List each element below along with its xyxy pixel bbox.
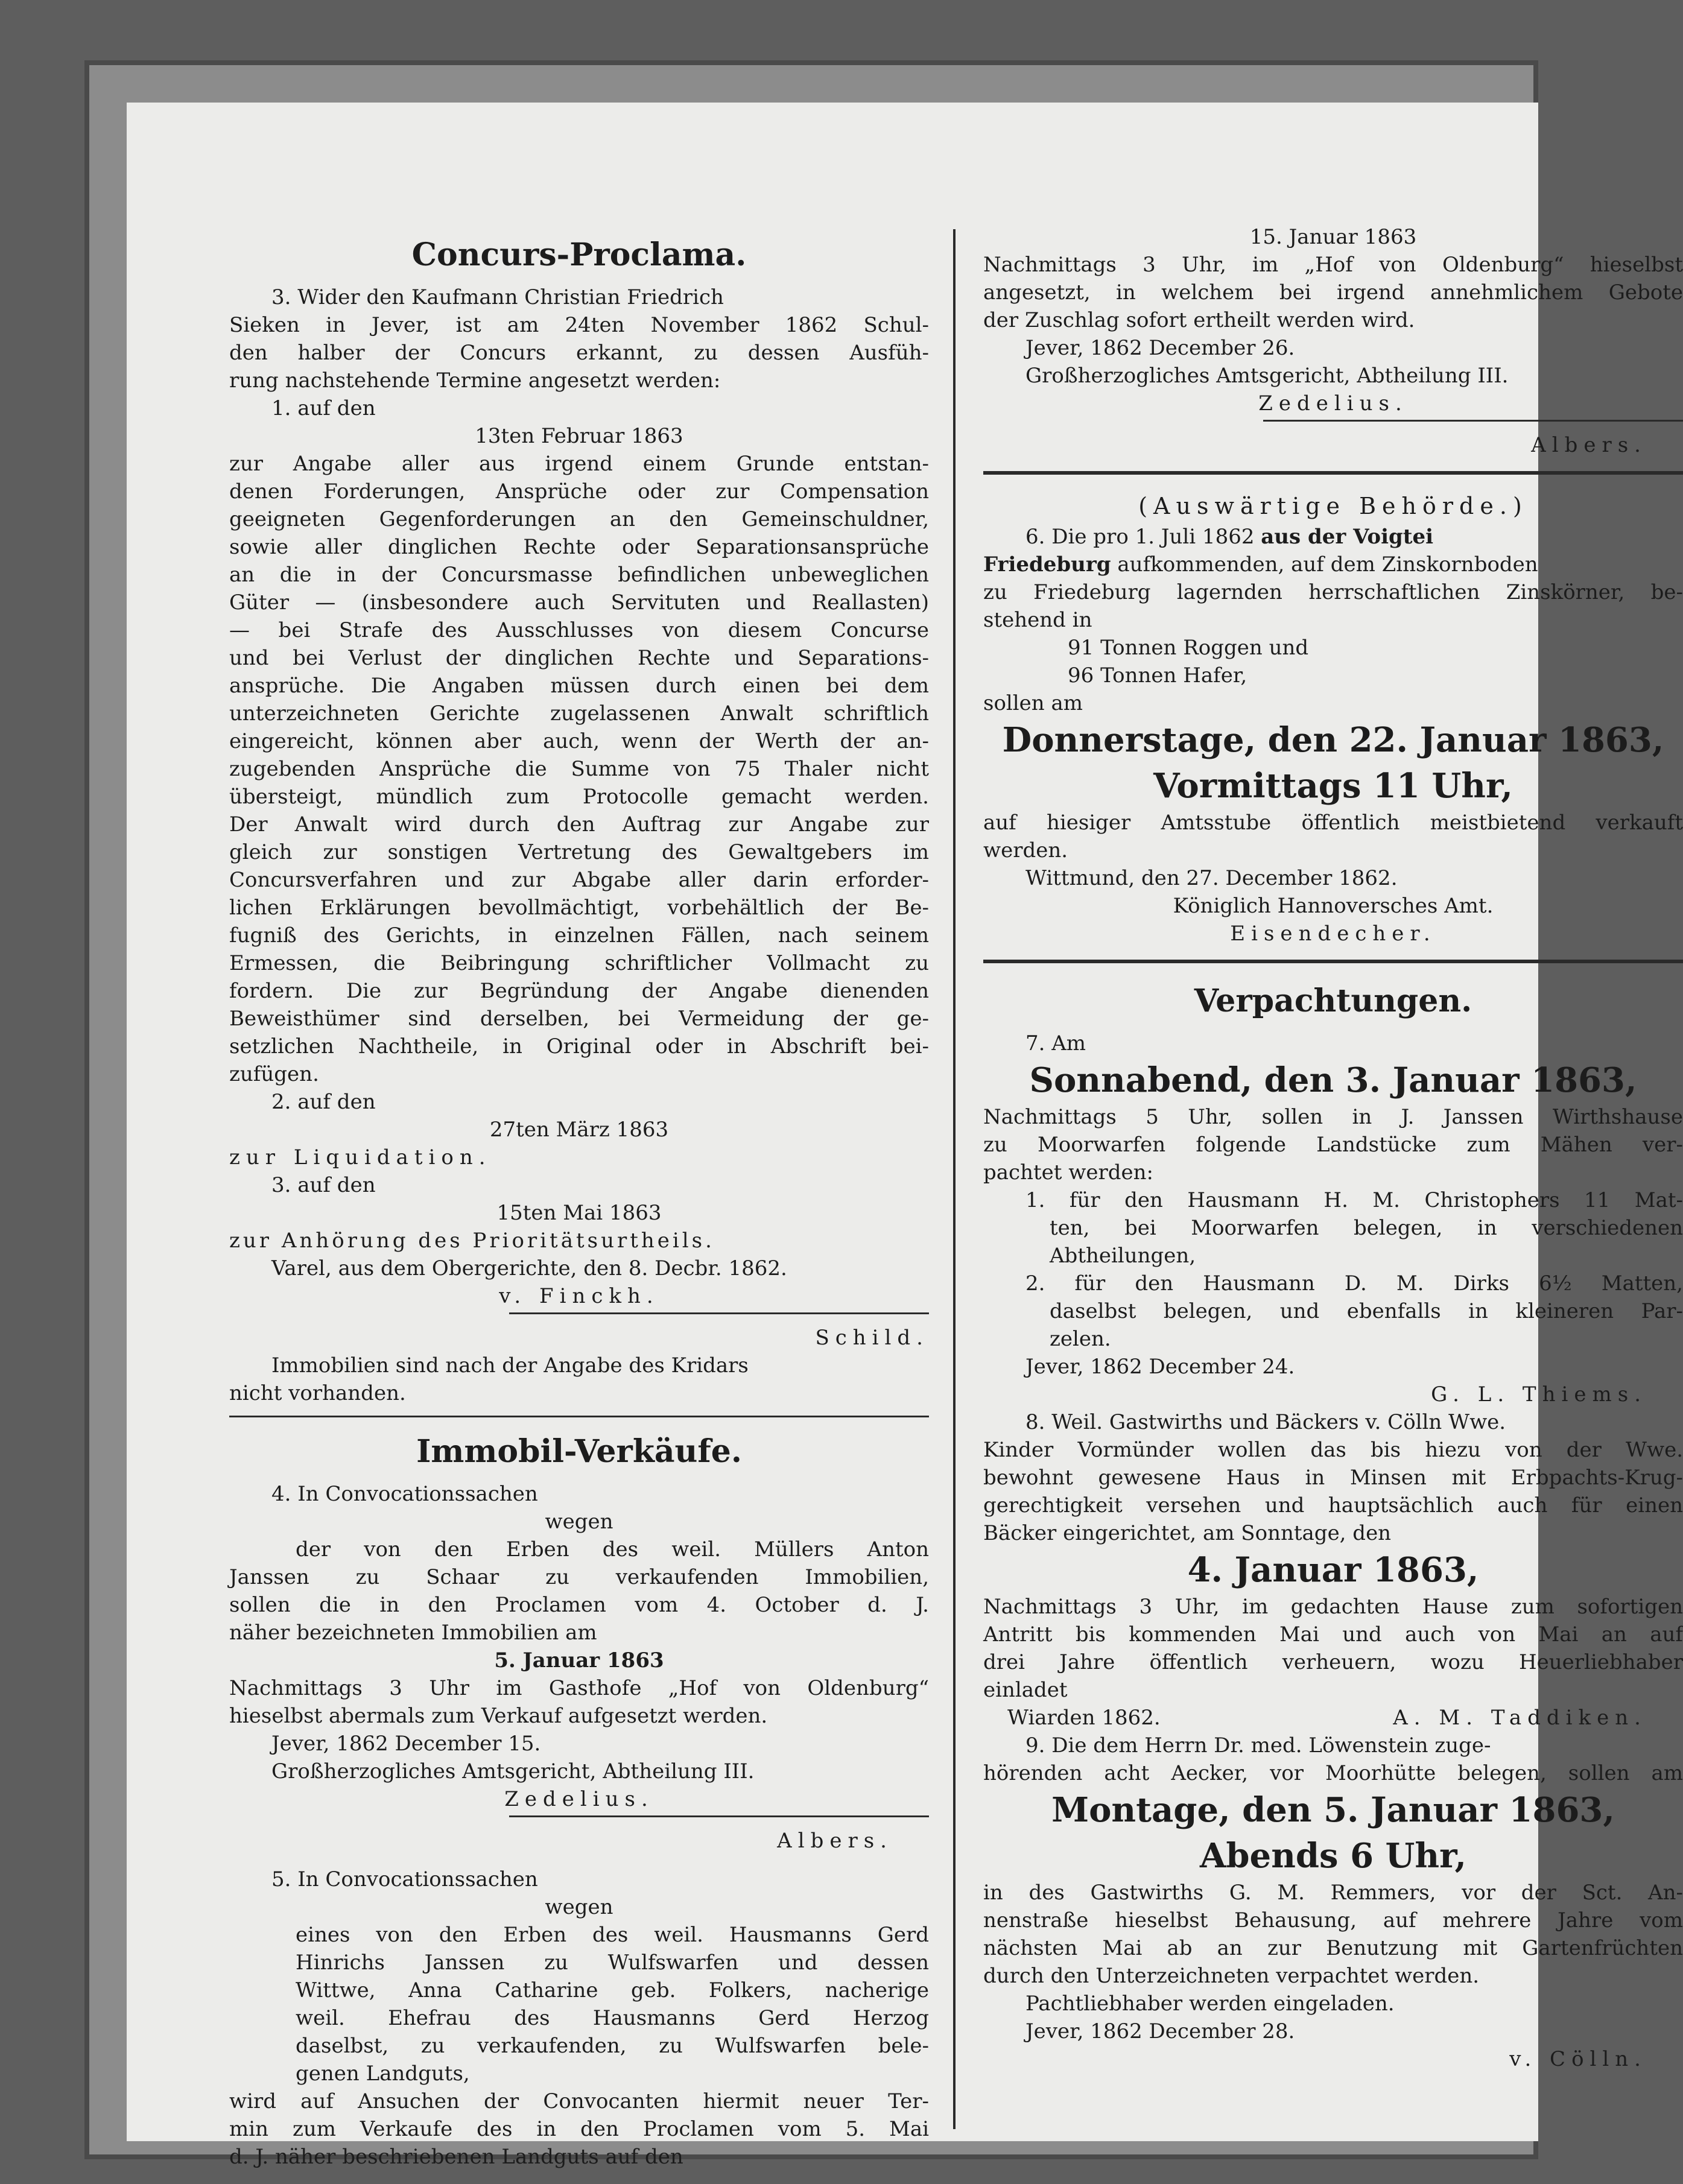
item8-line: bewohnt gewesene Haus in Minsen mit Erbpachts-Krug- (983, 1466, 1683, 1490)
item7-line: pachtet werden: (983, 1160, 1153, 1185)
term-date: 27ten März 1863 (489, 1118, 669, 1142)
concurs-line: den halber der Concurs erkannt, zu dessen Ausfüh- (229, 341, 929, 365)
signature: v. Finckh. (499, 1284, 659, 1308)
item9-tail: durch den Unterzeichneten verpachtet werden. (983, 1964, 1480, 1988)
item8-line: Bäcker eingerichtet, am Sonntage, den (983, 1521, 1392, 1545)
item4-court: Großherzogliches Amtsgericht, Abtheilung III. (271, 1759, 755, 1784)
body-line: Ermessen, die Beibringung schriftlicher Vollmacht zu (229, 951, 929, 975)
item7-list: 2. für den Hausmann D. M. Dirks 6½ Matten, (1025, 1271, 1683, 1296)
cont-date: 15. Januar 1863 (1249, 225, 1417, 249)
item6-office: Königlich Hannoversches Amt. (1173, 894, 1494, 918)
body-line: Concursverfahren und zur Abgabe aller darin erforder- (229, 868, 929, 892)
item6-line2-rest: aufkommenden, auf dem Zinskornboden (1117, 552, 1538, 577)
body-line: zufügen. (229, 1062, 319, 1086)
body-line: — bei Strafe des Ausschlusses von diesem Concurse (229, 618, 929, 642)
column-divider (953, 229, 956, 2129)
item6-goods: 96 Tonnen Hafer, (1068, 663, 1247, 688)
item9-tail: in des Gastwirths G. M. Remmers, vor der Sct. An- (983, 1881, 1683, 1905)
body-line: zugebenden Ansprüche die Summe von 75 Thaler nicht (229, 757, 929, 781)
item4-date: 5. Januar 1863 (494, 1648, 664, 1673)
item6-line1-pre: 6. Die pro 1. Juli 1862 (1025, 525, 1255, 549)
body-line: eingereicht, können aber auch, wenn der Werth der an- (229, 729, 929, 753)
signature: G. L. Thiems. (1431, 1382, 1647, 1407)
section-rule (229, 1416, 929, 1417)
item4-line: der von den Erben des weil. Müllers Anton (296, 1537, 929, 1562)
cont-line: der Zuschlag sofort ertheilt werden wird. (983, 308, 1415, 332)
item6-line2-bold: Friedeburg (983, 552, 1111, 577)
note-line: Immobilien sind nach der Angabe des Kridars (271, 1353, 749, 1378)
liquidation-line: zur Liquidation. (229, 1145, 492, 1170)
item7-line: zu Moorwarfen folgende Landstücke zum Mähen ver- (983, 1133, 1683, 1157)
anhoerung-line: zur Anhörung des Prioritätsurtheils. (229, 1229, 715, 1253)
body-line: übersteigt, mündlich zum Protocolle gemacht werden. (229, 785, 929, 809)
item9-big-date: Montage, den 5. Januar 1863, (1051, 1790, 1615, 1830)
cont-line: angesetzt, in welchem bei irgend annehmlichem Gebote (983, 280, 1683, 305)
item6-tail: auf hiesiger Amtsstube öffentlich meistbietend verkauft (983, 811, 1683, 835)
verpacht-title: Verpachtungen. (1194, 983, 1472, 1019)
body-line: an die in der Concursmasse befindlichen unbeweglichen (229, 563, 929, 587)
item4-line: Janssen zu Schaar zu verkaufenden Immobilien, (229, 1565, 929, 1589)
item4-wegen: wegen (545, 1510, 613, 1534)
item7-list: 1. für den Hausmann H. M. Christophers 11 Mat- (1025, 1188, 1683, 1212)
signature-rule (1263, 420, 1683, 422)
item4-place: Jever, 1862 December 15. (271, 1732, 541, 1756)
item8-tail: drei Jahre öffentlich verheuern, wozu Heuerliebhaber (983, 1650, 1683, 1674)
item8-line: 8. Weil. Gastwirths und Bäckers v. Cölln Wwe. (1025, 1410, 1506, 1434)
item8-signline (983, 1704, 1683, 1732)
item9-line: hörenden acht Aecker, vor Moorhütte belegen, sollen am (983, 1761, 1683, 1785)
body-line: Beweisthümer sind derselben, bei Vermeidung der ge- (229, 1007, 929, 1031)
signature: Albers. (1531, 433, 1647, 457)
signature-rule (509, 1312, 929, 1314)
right-column (983, 223, 1683, 2073)
body-line: Güter — (insbesondere auch Servituten und Reallasten) (229, 590, 929, 615)
signature: Eisendecher. (1230, 922, 1436, 946)
cont-court: Großherzogliches Amtsgericht, Abtheilung III. (1025, 364, 1509, 388)
item5-tail: wird auf Ansuchen der Convocanten hiermit neuer Ter- (229, 2089, 929, 2113)
item9-line: 9. Die dem Herrn Dr. med. Löwenstein zuge- (1025, 1733, 1491, 1758)
item5-tail: min zum Verkaufe des in den Proclamen vom 5. Mai (229, 2117, 929, 2141)
item5-line: genen Landguts, (296, 2062, 470, 2086)
place-date: Varel, aus dem Obergerichte, den 8. Decbr. 1862. (271, 1256, 787, 1280)
item6-sollen: sollen am (983, 691, 1083, 715)
item5-line: Wittwe, Anna Catharine geb. Folkers, nacherige (296, 1978, 929, 2002)
item4-tail: hieselbst abermals zum Verkauf aufgesetzt werden. (229, 1704, 768, 1728)
left-column (229, 223, 929, 2171)
item8-tail: Nachmittags 3 Uhr, im gedachten Hause zum sofortigen (983, 1595, 1683, 1619)
item9-place: Jever, 1862 December 28. (1025, 2019, 1295, 2043)
signature: A. M. Taddiken. (1393, 1706, 1647, 1730)
item5-intro: 5. In Convocationssachen (271, 1867, 538, 1891)
term-label: 3. auf den (271, 1173, 376, 1197)
body-line: und bei Verlust der dinglichen Rechte und Separations- (229, 646, 929, 670)
item7-big-date: Sonnabend, den 3. Januar 1863, (1029, 1060, 1637, 1100)
body-line: zur Angabe aller aus irgend einem Grunde entstan- (229, 452, 929, 476)
item7-line: Nachmittags 5 Uhr, sollen in J. Janssen Wirthshause (983, 1105, 1683, 1129)
item9-tail: nächsten Mai ab an zur Benutzung mit Gartenfrüchten (983, 1936, 1683, 1960)
item7-am: 7. Am (1025, 1031, 1086, 1056)
item6-line1 (983, 523, 1683, 551)
concurs-title: Concurs-Proclama. (411, 236, 747, 273)
item7-list: Abtheilungen, (1050, 1244, 1196, 1268)
item8-line: Kinder Vormünder wollen das bis hiezu von der Wwe. (983, 1438, 1683, 1462)
item4-line: näher bezeichneten Immobilien am (229, 1621, 597, 1645)
item7-place: Jever, 1862 December 24. (1025, 1355, 1295, 1379)
item6-place: Wittmund, den 27. December 1862. (1025, 866, 1398, 890)
note-line: nicht vorhanden. (229, 1381, 406, 1405)
section-rule (983, 960, 1683, 963)
body-line: fordern. Die zur Begründung der Angabe dienenden (229, 979, 929, 1003)
item6-goods: 91 Tonnen Roggen und (1068, 636, 1309, 660)
body-line: lichen Erklärungen bevollmächtigt, vorbehältlich der Be- (229, 896, 929, 920)
item7-list: zelen. (1050, 1327, 1111, 1351)
item4-line: sollen die in den Proclamen vom 4. October d. J. (229, 1593, 929, 1617)
cont-line: Nachmittags 3 Uhr, im „Hof von Oldenburg“ hieselbst (983, 253, 1683, 277)
item8-line: gerechtigkeit versehen und hauptsächlich auch für einen (983, 1493, 1683, 1518)
newspaper-page (127, 103, 1683, 2169)
cont-place: Jever, 1862 December 26. (1025, 336, 1295, 360)
item9-invite: Pachtliebhaber werden eingeladen. (1025, 1992, 1395, 2016)
auswaertige-title: (Auswärtige Behörde.) (1138, 493, 1528, 519)
concurs-line: 3. Wider den Kaufmann Christian Friedrich (271, 285, 724, 309)
signature: v. Cölln. (1509, 2047, 1647, 2071)
signature: Albers. (777, 1829, 893, 1853)
term-label: 2. auf den (271, 1090, 376, 1114)
item8-tail: Antritt bis kommenden Mai und auch von Mai an auf (983, 1622, 1683, 1647)
item6-line1-bold: aus der Voigtei (1261, 525, 1434, 549)
item6-tail: werden. (983, 838, 1068, 863)
item9-tail: nenstraße hieselbst Behausung, auf mehrere Jahre vom (983, 1908, 1683, 1932)
item4-intro: 4. In Convocationssachen (271, 1482, 538, 1506)
body-line: sowie aller dinglichen Rechte oder Separationsansprüche (229, 535, 929, 559)
body-line: unterzeichneten Gerichte zugelassenen Anwalt schriftlich (229, 701, 929, 726)
signature: Zedelius. (504, 1787, 654, 1811)
item7-list: ten, bei Moorwarfen belegen, in verschiedenen (1050, 1216, 1683, 1240)
term-date: 15ten Mai 1863 (496, 1201, 662, 1225)
signature-rule (509, 1815, 929, 1817)
term-label: 1. auf den (271, 396, 376, 420)
item7-list: daselbst belegen, und ebenfalls in kleineren Par- (1050, 1299, 1683, 1323)
concurs-line: Sieken in Jever, ist am 24ten November 1862 Schul- (229, 313, 929, 337)
signature: Zedelius. (1258, 391, 1408, 416)
item9-big-time: Abends 6 Uhr, (1199, 1836, 1467, 1876)
item6-big-date: Donnerstage, den 22. Januar 1863, (1002, 720, 1664, 760)
body-line: ansprüche. Die Angaben müssen durch einen bei dem (229, 674, 929, 698)
signature: Schild. (815, 1326, 929, 1350)
body-line: fugniß des Gerichts, in einzelnen Fällen, nach seinem (229, 923, 929, 948)
item5-wegen: wegen (545, 1895, 613, 1919)
body-line: geeigneten Gegenforderungen an den Gemeinschuldner, (229, 507, 929, 531)
item8-place: Wiarden 1862. (1007, 1706, 1161, 1730)
item6-line: stehend in (983, 608, 1092, 632)
item5-line: Hinrichs Janssen zu Wulfswarfen und dessen (296, 1951, 929, 1975)
body-line: setzlichen Nachtheile, in Original oder in Abschrift bei- (229, 1034, 929, 1059)
item5-tail: d. J. näher beschriebenen Landguts auf den (229, 2145, 683, 2169)
section-rule (983, 471, 1683, 475)
immobil-title: Immobil-Verkäufe. (416, 1433, 742, 1470)
item5-line: daselbst, zu verkaufenden, zu Wulfswarfen bele- (296, 2034, 929, 2058)
item6-line: zu Friedeburg lagernden herrschaftlichen Zinskörner, be- (983, 580, 1683, 604)
item8-tail: einladet (983, 1678, 1068, 1702)
body-line: denen Forderungen, Ansprüche oder zur Compensation (229, 480, 929, 504)
body-line: Der Anwalt wird durch den Auftrag zur Angabe zur (229, 812, 929, 837)
concurs-line: rung nachstehende Termine angesetzt werden: (229, 369, 721, 393)
item6-line2 (983, 551, 1683, 578)
term-date: 13ten Februar 1863 (475, 424, 683, 448)
item5-line: weil. Ehefrau des Hausmanns Gerd Herzog (296, 2006, 929, 2030)
item8-big-date: 4. Januar 1863, (1187, 1550, 1479, 1590)
item5-line: eines von den Erben des weil. Hausmanns Gerd (296, 1923, 929, 1947)
item4-tail: Nachmittags 3 Uhr im Gasthofe „Hof von Oldenburg“ (229, 1676, 929, 1700)
body-line: gleich zur sonstigen Vertretung des Gewaltgebers im (229, 840, 929, 864)
item6-big-time: Vormittags 11 Uhr, (1153, 766, 1513, 806)
